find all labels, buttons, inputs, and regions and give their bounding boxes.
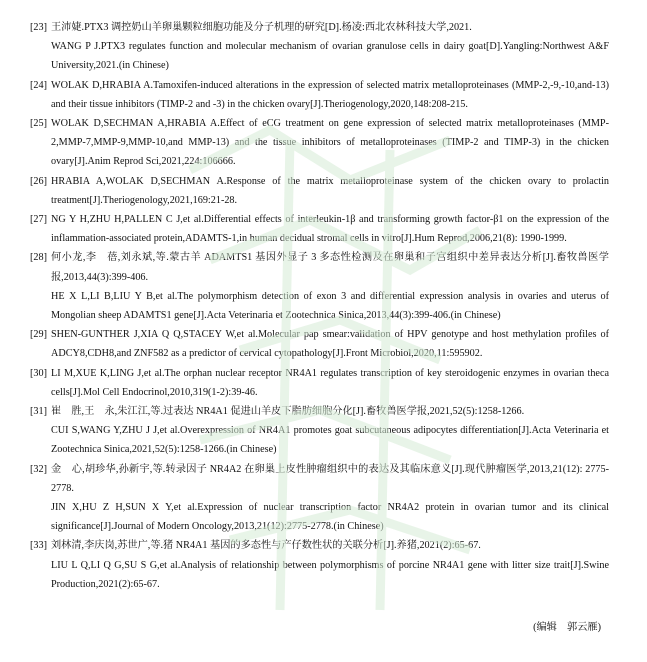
reference-number: [33] (30, 540, 47, 552)
reference-entry (30, 18, 609, 76)
reference-entry (30, 210, 609, 248)
reference-entry (30, 248, 609, 325)
reference-text: 王沛婕.PTX3 调控奶山羊卵巢颗粒细胞功能及分子机理的研究[D].杨凌:西北农林科技大学,2021. (51, 22, 472, 33)
reference-text: LI M,XUE K,LING J,et al.The orphan nuclear receptor NR4A1 regulates transcription of key steroidogenic enzymes in ovarian theca cells[J].Mol Cell Endocrinol,2010,319(1-2):39-46. (51, 367, 609, 398)
reference-entry (30, 114, 609, 172)
reference-text: NG Y H,ZHU H,PALLEN C J,et al.Differential effects of interleukin-1β and transforming growth factor-β1 on the expression of the inflammation-associated protein,ADAMTS-1,in human decidual stromal cells in vitro[J].Hum Reprod,2006,21(8): 1990-1999. (51, 214, 609, 245)
reference-entry (30, 172, 609, 210)
reference-entry (30, 76, 609, 114)
reference-translation: WANG P J.PTX3 regulates function and molecular mechanism of ovarian granulose cells in dairy goat[D].Yangling:Northwest A&F University,2021.(in Chinese) (51, 41, 609, 72)
reference-number: [30] (30, 367, 47, 379)
reference-text: 崔 胜,王 永,朱江江,等.过表达 NR4A1 促进山羊皮下脂肪细胞分化[J].畜牧兽医学报,2021,52(5):1258-1266. (51, 406, 525, 418)
reference-number: [28] (30, 252, 47, 264)
reference-translation: CUI S,WANG Y,ZHU J J,et al.Overexpression of NR4A1 promotes goat subcutaneous adipocytes differentiation[J].Acta Veterinaria et Zootechnica Sinica,2021,52(5):1258-1266.(in Chinese) (51, 425, 609, 456)
reference-number: [31] (30, 406, 47, 418)
reference-entry (30, 402, 609, 460)
reference-entry (30, 460, 609, 537)
reference-text: WOLAK D,HRABIA A.Tamoxifen-induced alterations in the expression of selected matrix metalloproteinases (MMP-2,-9,-10,and-13) and their tissue inhibitors (TIMP-2 and -3) in the chicken ovary[J].Theriogenology,2020,148:208-215. (51, 79, 609, 110)
reference-entry (30, 364, 609, 402)
reference-translation: JIN X,HU Z H,SUN X Y,et al.Expression of nuclear transcription factor NR4A2 protein in ovarian tumor and its clinical significance[J].Journal of Modern Oncology,2013,21(12):2775-2778.(in Chinese) (51, 502, 609, 533)
reference-number: [32] (30, 463, 47, 475)
reference-number: [26] (30, 175, 47, 187)
reference-entry (30, 536, 609, 594)
reference-translation: LIU L Q,LI Q G,SU S G,et al.Analysis of relationship between polymorphisms of porcine NR4A1 gene with litter size trait[J].Swine Production,2021(2):65-67. (51, 559, 609, 590)
reference-text: 何小龙,李 蓓,刘永斌,等.蒙古羊 ADAMTS1 基因外显子 3 多态性检测及在卵巢和子宫组织中差异表达分析[J].畜牧兽医学报,2013,44(3):399-406. (51, 252, 609, 283)
reference-number: [25] (30, 118, 47, 130)
reference-list (30, 18, 609, 594)
reference-number: [23] (30, 22, 47, 33)
reference-number: [27] (30, 214, 47, 226)
reference-text: 刘林清,李庆岗,苏世广,等.猪 NR4A1 基因的多态性与产仔数性状的关联分析[J].养猪,2021(2):65-67. (51, 540, 481, 552)
reference-text: WOLAK D,SECHMAN A,HRABIA A.Effect of eCG treatment on gene expression of selected matrix metalloproteinases (MMP-2,MMP-7,MMP-9,MMP-10,and MMP-13) and the tissue inhibitors of metalloproteinases (TIMP-2 and TIMP-3) in the chicken ovary[J].Anim Reprod Sci,2021,224:106666. (51, 118, 609, 168)
reference-number: [24] (30, 79, 47, 91)
reference-number: [29] (30, 329, 47, 341)
reference-entry (30, 325, 609, 363)
editor-credit: (编辑 郭云雁) (533, 622, 601, 633)
reference-text: HRABIA A,WOLAK D,SECHMAN A.Response of the matrix metalloproteinase system of the chicken ovary to prolactin treatment[J].Theriogenology,2021,169:21-28. (51, 175, 609, 206)
reference-translation: HE X L,LI B,LIU Y B,et al.The polymorphism detection of exon 3 and differential expression analysis in ovaries and uterus of Mongolian sheep ADAMTS1 gene[J].Acta Veterinaria et Zootechnica Sinica,2013,44(3):399-406.(in Chinese) (51, 290, 609, 322)
reference-text: SHEN-GUNTHER J,XIA Q Q,STACEY W,et al.Molecular pap smear:validation of HPV genotype and host methylation profiles of ADCY8,CDH8,and ZNF582 as a predictor of cervical cytopathology[J].Front Microbiol,2020,11:595902. (51, 329, 609, 360)
reference-text: 金 心,胡珍华,孙新宇,等.转录因子 NR4A2 在卵巢上皮性肿瘤组织中的表达及其临床意义[J].现代肿瘤医学,2013,21(12): 2775-2778. (51, 463, 609, 494)
